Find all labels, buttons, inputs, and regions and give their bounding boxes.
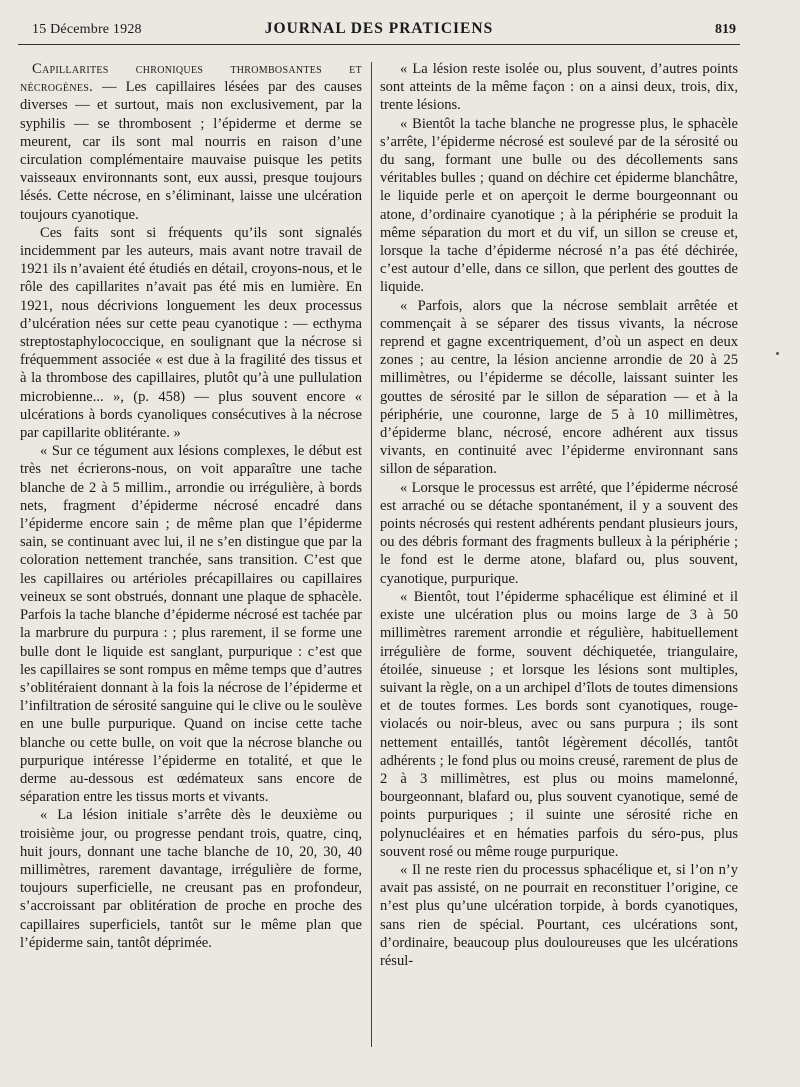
right-column [380,60,738,970]
paragraph: « La lésion reste isolée ou, plus souvent, d’autres points sont atteints de la même façon : on a ainsi deux, trois, dix, trente lésions. [380,61,738,114]
paragraph [20,60,362,224]
paragraph-text: — Les capillaires lésées par des causes diverses — et surtout, mais non exclusivement, par la syphilis — se thrombosent ; l’épiderme et derme se meurent, car ils sont mal nourris en raison d’une circulation complémentaire mauvaise puisque les petits vaisseaux environnants sont, eux aussi, presque toujours lésés. Cette nécrose, en s’éliminant, laisse une ulcération toujours cyanotique. [20,79,362,223]
column-divider [371,62,372,1047]
paragraph: « Il ne reste rien du processus sphacélique et, si l’on n’y avait pas assisté, on ne pourrait en reconstituer l’origine, ce n’est plus qu’une ulcération torpide, à bords cyanotiques, sans rien de spécial. Pourtant, ces ulcérations sont, d’ordinaire, beaucoup plus douloureuses que les ulcérations résul- [380,861,738,969]
page-header [18,14,740,45]
paragraph: « Bientôt, tout l’épiderme sphacélique est éliminé et il existe une ulcération plus ou moins large de 3 à 50 millimètres rarement arrondie et régulière, habituellement irrégulière de forme, souvent déchiquetée, triangulaire, étoilée, sinueuse ; et lorsque les lésions sont multiples, suivant la règle, on a un archipel d’îlots de toutes dimensions et de toutes formes. Les bords sont cyanotiques, rouge-violacés ou noir-bleus, avec ou sans purpura ; ils sont nettement entaillés, tantôt légèrement décollés, tantôt adhérents ; le fond plus ou moins creusé, rarement de plus de 2 à 3 millimètres, est plus ou moins mamelonné, bourgeonnant, blafard ou, plus souvent cyanotique, semé de points purpuriques ; il suinte une sérosité riche en polynucléaires et en hématies parfois du séro-pus, plus souvent rosé ou même rouge purpurique. [380,588,738,860]
journal-title: JOURNAL DES PRATICIENS [264,20,494,37]
left-column [20,60,362,952]
issue-date: 15 Décembre 1928 [32,22,142,37]
page-number: 819 [715,22,736,37]
paragraph: « Bientôt la tache blanche ne progresse plus, le sphacèle s’arrête, l’épiderme nécrosé est soulevé par de la sérosité ou du sang, formant une bulle ou des décollements sans véritables bulles ; quand on déchire cet épiderme blanchâtre, le liquide perle et on aperçoit le derme bourgeonnant ou atone, d’ordinaire cyanotique ; à la périphérie se produit la même séparation du mort et du vif, un sillon se creuse et, lorsque la tache d’épiderme nécrosé n’a pas été déchirée, c’est autour d’elle, dans ce sillon, que perlent des gouttes de liquide. [380,115,738,296]
paragraph: « Lorsque le processus est arrêté, que l’épiderme nécrosé est arraché ou se détache spontanément, il y a souvent des points nécrosés qui restent adhérents pendant plusieurs jours, ou des débris formant des fragments bulleux à la périphérie ; le fond est le derme atone, blafard ou, plus souvent, cyanotique, purpurique. [380,479,738,587]
paragraph: « Parfois, alors que la nécrose semblait arrêtée et commençait à se séparer des tissus vivants, la nécrose reprend et gagne excentriquement, d’où un aspect en deux zones ; au centre, la lésion ancienne arrondie de 20 à 25 millimètres, ou l’épiderme se décolle, laissant suinter les gouttes de sérosité par le sillon de séparation — et à la périphérie, une couronne, large de 5 à 10 millimètres, d’épiderme blanc, nécrosé, encore adhérent aux tissus vivants, en continuité avec l’épiderme environnant sans sillon de séparation. [380,297,738,478]
paragraph: « La lésion initiale s’arrête dès le deuxième ou troisième jour, ou progresse pendant trois, quatre, cinq, huit jours, donnant une tache blanche de 10, 20, 30, 40 millimètres, rarement davantage, irrégulière de forme, toujours superficielle, ne creusant pas en profondeur, s’accroissant par oblitération de proche en proche des capillaires superficiels, tantôt sur le même plan que l’épiderme sain, tantôt déprimée. [20,807,362,951]
ink-speck [776,352,779,355]
section-title: Capillarites chroniques thrombosantes et nécrogènes. [20,61,362,96]
paragraph: « Sur ce tégument aux lésions complexes, le début est très net écrierons-nous, on voit apparaître une tache blanche de 2 à 5 millim., arrondie ou irrégulière, à bords nets, fragment d’épiderme nécrosé encadré dans l’épiderme encore sain ; de même plan que l’épiderme sain, se continuant avec lui, il ne s’en distingue que par la coloration nettement tranchée, sans transition. C’est que les capillaires ou artérioles précapillaires ou capillaires veineux se sont obstrués, donnant une plaque de sphacèle. Parfois la tache blanche d’épiderme nécrosé est tachée par la marbrure du purpura : ; plus rarement, il se forme une bulle dont le liquide est sanglant, purpurique : c’est que les capillaires se sont rompus en même temps que d’autres s’oblitéraient donnant à la fois la nécrose de l’épiderme et l’infiltration de sérosité sanguine qui le clive ou le soulève en une bulle purpurique. Quand on incise cette tache blanche ou cette bulle, on voit que la nécrose blanche ou purpurique intéresse l’épiderme en totalité, et que le derme au-dessous est œdémateux sans encore de séparation entre les tissus morts et vivants. [20,443,362,806]
paragraph: Ces faits sont si fréquents qu’ils sont signalés incidemment par les auteurs, mais avant notre travail de 1921 ils n’avaient été étudiés en détail, croyons-nous, et le rôle des capillarites n’avait pas été mis en lumière. En 1921, nous décrivions longuement les deux processus d’ulcération nées sur cette peau cyanotique : — ecthyma streptostaphylococcique, en soulignant que la nécrose si fréquemment associée « est due à la fragilité des tissus et à la thrombose des capillaires, plutôt qu’à une pullulation microbienne... », (p. 458) — plus souvent encore « ulcérations à bords cyanoliques consécutives à la nécrose par capillarite oblitérante. » [20,224,362,442]
